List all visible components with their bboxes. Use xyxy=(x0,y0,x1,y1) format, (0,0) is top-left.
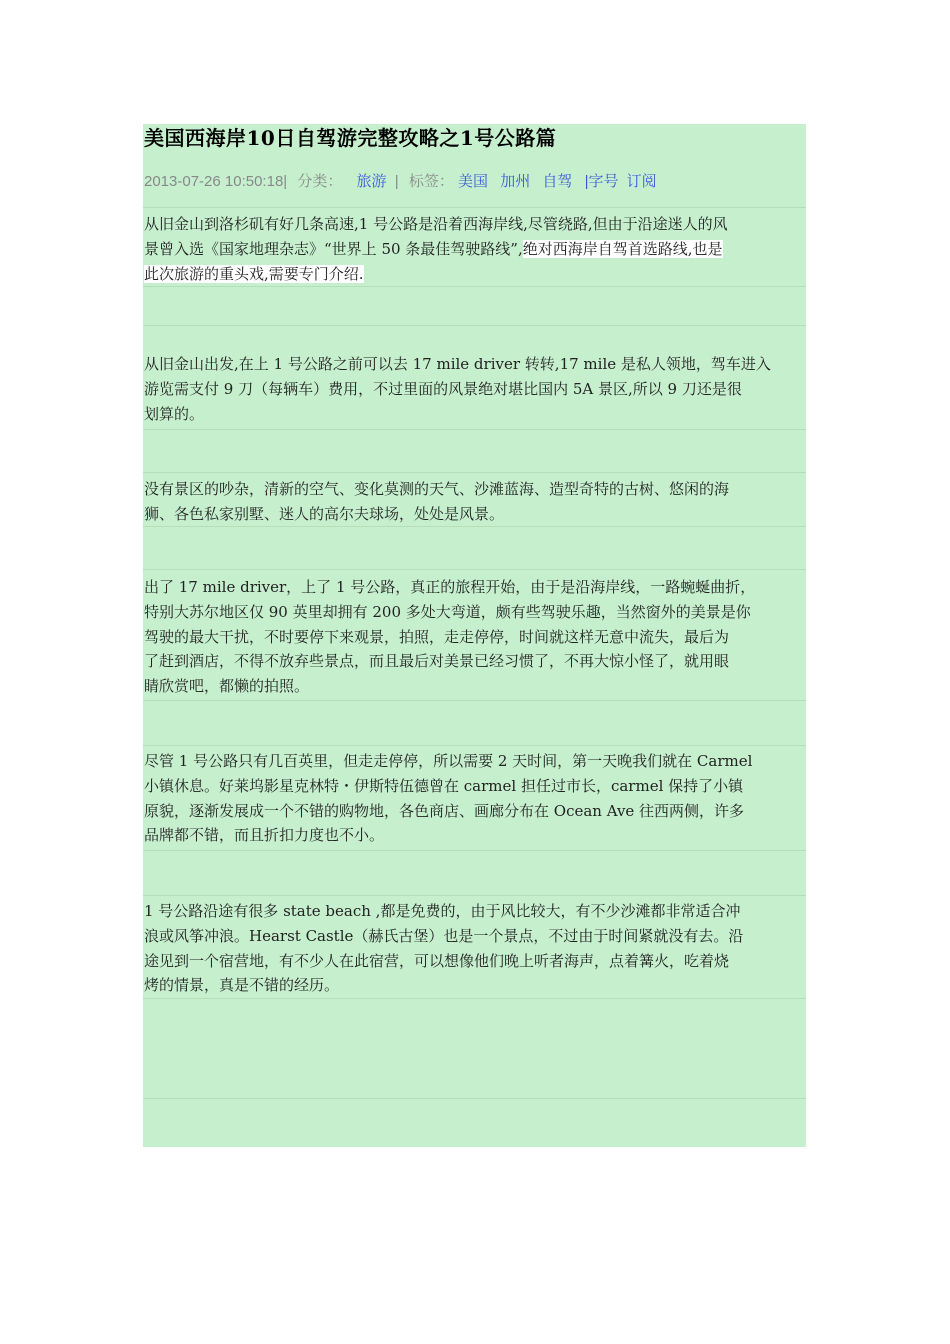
paragraph-line: 小镇休息。好莱坞影星克林特・伊斯特伍德曾在 carmel 担任过市长，carmel 保持了小镇 xyxy=(144,776,744,795)
paragraph-line: 划算的。 xyxy=(144,404,205,423)
paragraph-line: 从旧金山出发,在上 1 号公路之前可以去 17 mile driver 转转,17 mile 是私人领地，驾车进入 xyxy=(144,355,771,373)
paragraph-line: 没有景区的吵杂，清新的空气、变化莫测的天气、沙滩蓝海、造型奇特的古树、悠闲的海 xyxy=(144,480,730,498)
paragraph-line: 原貌，逐渐发展成一个不错的购物地，各色商店、画廊分布在 Ocean Ave 往西两侧，许多 xyxy=(144,801,745,820)
divider xyxy=(143,207,806,208)
paragraph xyxy=(144,212,806,286)
paragraph-line: 驾驶的最大干扰，不时要停下来观景，拍照，走走停停，时间就这样无意中流失，最后为 xyxy=(144,627,730,646)
divider xyxy=(143,745,806,746)
paragraph-line: 狮、各色私家别墅、迷人的高尔夫球场，处处是风景。 xyxy=(144,504,505,523)
divider xyxy=(143,472,806,473)
paragraph-line: 尽管 1 号公路只有几百英里，但走走停停，所以需要 2 天时间，第一天晚我们就在 Carmel xyxy=(144,752,753,770)
paragraph-line: 睛欣赏吧，都懒的拍照。 xyxy=(144,677,310,696)
tag-link[interactable]: 美国 xyxy=(458,173,489,190)
meta-separator: | xyxy=(394,173,399,190)
divider xyxy=(143,895,806,896)
category-label: 分类： xyxy=(297,173,343,190)
divider xyxy=(143,325,806,326)
paragraph-line: 了赶到酒店，不得不放弃些景点，而且最后对美景已经习惯了，不再大惊小怪了，就用眼 xyxy=(144,652,730,671)
subscribe-link[interactable]: 订阅 xyxy=(626,173,657,190)
divider xyxy=(143,700,806,701)
paragraph-line: 出了 17 mile driver，上了 1 号公路，真正的旅程开始，由于是沿海岸线，一路蜿蜒曲折， xyxy=(144,578,756,596)
divider xyxy=(143,850,806,851)
paragraph-line-text: 景曾入选《国家地理杂志》“世界上 50 条最佳驾驶路线”, xyxy=(144,239,523,258)
tag-link[interactable]: 自驾 xyxy=(542,173,573,190)
paragraph-line: 浪或风筝冲浪。Hearst Castle（赫氏古堡）也是一个景点，不过由于时间紧就没有去。沿 xyxy=(144,926,744,945)
paragraph-line: 从旧金山到洛杉矶有好几条高速,1 号公路是沿着西海岸线,尽管绕路,但由于沿途迷人的风 xyxy=(144,215,728,233)
paragraph-line: 途见到一个宿营地，有不少人在此宿营，可以想像他们晚上听者海声，点着篝火，吃着烧 xyxy=(144,951,730,970)
paragraph-line: 游览需支付 9 刀（每辆车）费用，不过里面的风景绝对堪比国内 5A 景区,所以 9 刀还是很 xyxy=(144,379,742,398)
paragraph-line: 1 号公路沿途有很多 state beach ,都是免费的，由于风比较大，有不少沙滩都非常适合冲 xyxy=(144,902,741,920)
divider xyxy=(143,1098,806,1099)
post-datetime: 2013-07-26 10:50:18| xyxy=(144,173,288,190)
font-size-link[interactable]: |字号 xyxy=(584,173,619,190)
paragraph xyxy=(144,575,806,699)
paragraph xyxy=(144,352,806,426)
article-title: 美国西海岸10日自驾游完整攻略之1号公路篇 xyxy=(144,126,557,150)
tags-label: 标签： xyxy=(408,173,454,190)
tag-link[interactable]: 加州 xyxy=(500,173,531,190)
highlighted-text: 此次旅游的重头戏,需要专门介绍. xyxy=(144,264,364,283)
paragraph-line xyxy=(144,262,806,287)
paragraph-line xyxy=(144,237,806,262)
article-meta xyxy=(144,170,657,191)
paragraph xyxy=(144,477,806,527)
divider xyxy=(143,569,806,570)
paragraph-line: 品牌都不错，而且折扣力度也不小。 xyxy=(144,826,385,845)
paragraph-line: 特别大苏尔地区仅 90 英里却拥有 200 多处大弯道，颇有些驾驶乐趣，当然窗外的美景是你 xyxy=(144,602,751,621)
divider xyxy=(143,429,806,430)
paragraph xyxy=(144,899,806,998)
paragraph xyxy=(144,749,806,848)
category-link[interactable]: 旅游 xyxy=(356,173,387,190)
highlighted-text: 绝对西海岸自驾首选路线,也是 xyxy=(522,239,723,258)
paragraph-line: 烤的情景，真是不错的经历。 xyxy=(144,976,340,995)
